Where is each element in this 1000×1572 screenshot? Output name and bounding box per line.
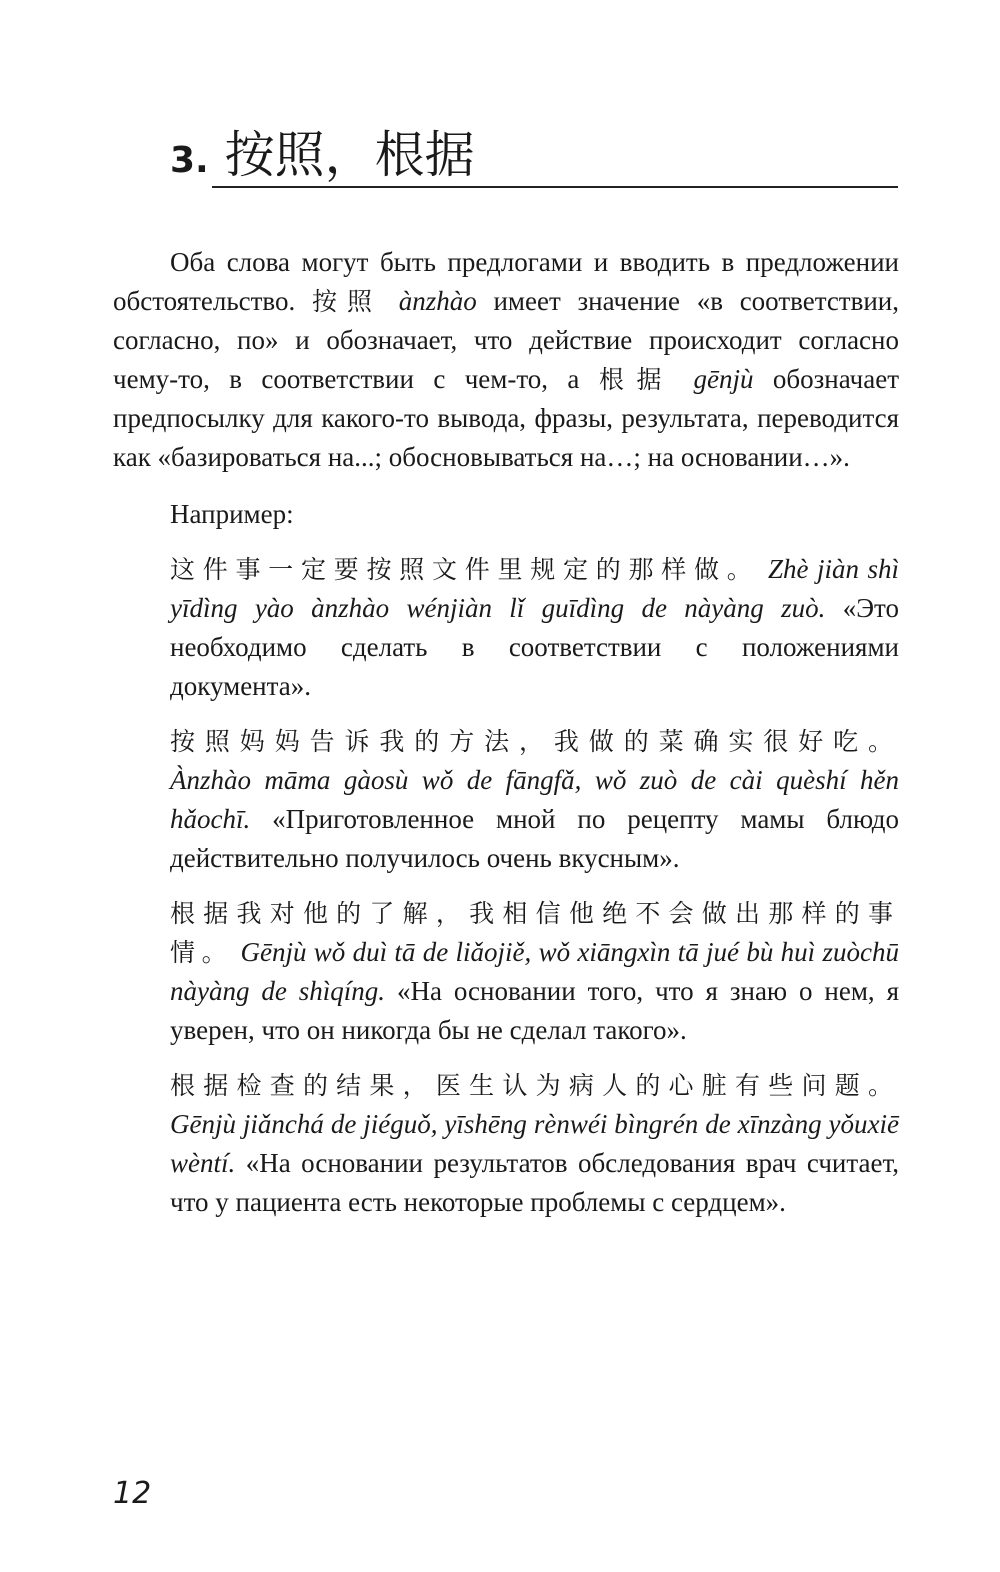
section-number: 3.	[170, 140, 209, 181]
example-2	[170, 722, 899, 878]
example-4	[170, 1066, 899, 1222]
example-3-pinyin: Gēnjù wǒ duì tā de liǎojiě, wǒ xiāngxìn tā jué bù huì zuòchū nàyàng de shìqíng.	[170, 937, 899, 1006]
intro-text-2: имеет значение «в соответствии, согласно, по» и обозначает, что действие происходит согласно чему-то, в соответствии с чем-то, а	[113, 286, 900, 394]
example-4-translation: «На основании результатов обследования врач считает, что у пациента есть некоторые проблемы с сердцем».	[170, 1148, 899, 1217]
example-3-chinese: 根据我对他的了解，我相信他绝不会做出那样的事情。	[170, 899, 899, 967]
intro-text-1: Оба слова могут быть предлогами и вводить в предложении обстоятельство.	[113, 247, 899, 316]
example-4-chinese: 根据检查的结果，医生认为病人的心脏有些问题。	[170, 1071, 899, 1100]
example-4-pinyin: Gēnjù jiǎnchá de jiéguǒ, yīshēng rènwéi bìngrén de xīnzàng yǒuxiē wèntí.	[170, 1109, 899, 1178]
example-3-translation: «На основании того, что я знаю о нем, я уверен, что он никогда бы не сделал такого».	[170, 976, 899, 1045]
section-heading	[170, 120, 475, 196]
page-number: 12	[113, 1476, 152, 1511]
section-title: 按照，根据	[224, 126, 475, 184]
example-2-pinyin: Ànzhào māma gàosù wǒ de fāngfǎ, wǒ zuò de cài quèshí hěn hǎochī.	[170, 765, 899, 834]
example-1	[170, 550, 899, 706]
intro-pinyin-anzhao: ànzhào	[398, 286, 477, 316]
example-1-chinese: 这件事一定要按照文件里规定的那样做。	[170, 555, 760, 584]
heading-underline	[212, 186, 898, 188]
example-3	[170, 894, 899, 1050]
body-text	[113, 243, 899, 1222]
intro-text-3: обозначает предпосылку для какого-то вывода, фразы, результата, переводится как «базироваться на...; обосновываться на…; на основании…».	[113, 364, 900, 472]
intro-chinese-genju: 根据	[598, 365, 675, 394]
example-2-translation: «Приготовленное мной по рецепту мамы блюдо действительно получилось очень вкусным».	[170, 804, 899, 873]
intro-pinyin-genju: gēnjù	[693, 364, 754, 394]
example-1-pinyin: Zhè jiàn shì yīdìng yào ànzhào wénjiàn lǐ guīdìng de nàyàng zuò.	[170, 554, 899, 623]
example-label: Например:	[170, 499, 294, 529]
example-2-chinese: 按照妈妈告诉我的方法，我做的菜确实很好吃。	[170, 727, 899, 756]
intro-paragraph	[113, 243, 899, 477]
example-1-translation: «Это необходимо сделать в соответствии с положениями документа».	[170, 593, 899, 701]
intro-chinese-anzhao: 按照	[311, 287, 382, 316]
